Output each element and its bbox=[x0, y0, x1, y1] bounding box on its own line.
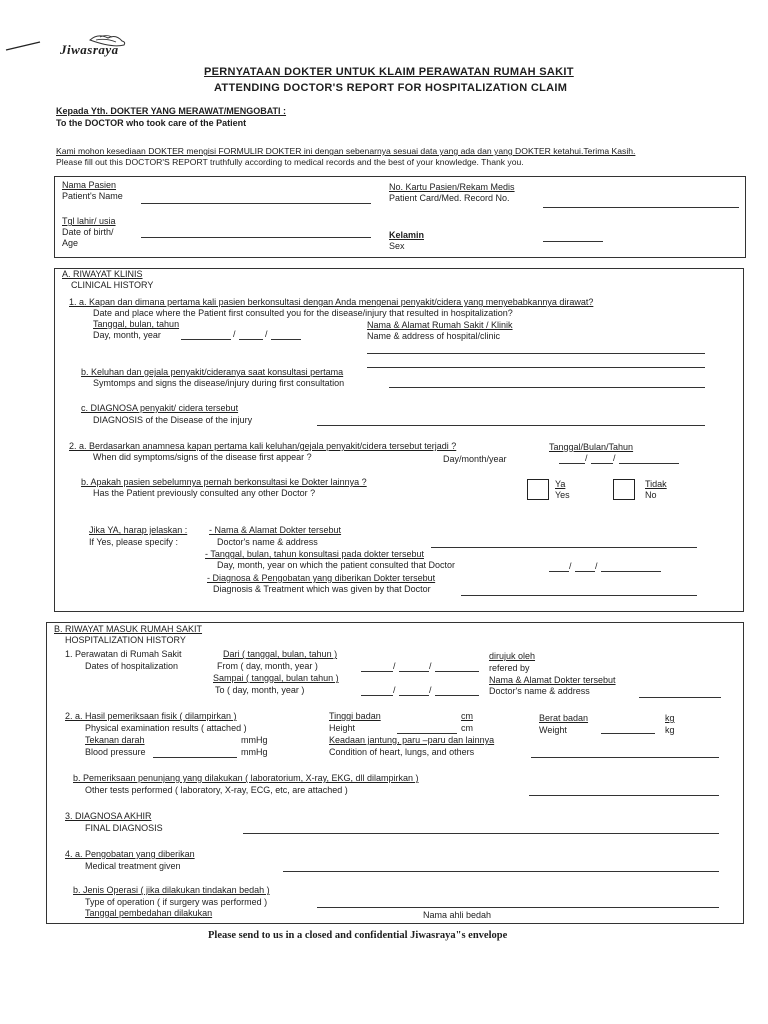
slash: / bbox=[595, 561, 598, 571]
b4a-field[interactable] bbox=[283, 871, 719, 872]
b2a-condition-label-en: Condition of heart, lungs, and others bbox=[329, 747, 475, 757]
spec-doctor-label-en: Doctor's name & address bbox=[217, 537, 318, 547]
slash: / bbox=[585, 453, 588, 463]
spec-date-month[interactable] bbox=[575, 571, 595, 572]
section-b-box bbox=[46, 622, 744, 924]
title-id: PERNYATAAN DOKTER UNTUK KLAIM PERAWATAN RUMAH SAKIT bbox=[204, 66, 574, 78]
section-a-box bbox=[54, 268, 744, 612]
b2a-question-en: Physical examination results ( attached ) bbox=[85, 723, 247, 733]
q2a-date-month[interactable] bbox=[591, 463, 613, 464]
yes-label: Ya bbox=[555, 479, 566, 489]
b2a-condition-field[interactable] bbox=[531, 757, 719, 758]
b1-question: 1. Perawatan di Rumah Sakit bbox=[65, 649, 182, 659]
b1-refname-label-en: Doctor's name & address bbox=[489, 686, 590, 696]
yes-label-en: Yes bbox=[555, 490, 570, 500]
patient-age-label-en: Age bbox=[62, 238, 79, 248]
intro-request-id: Kami mohon kesediaan DOKTER mengisi FORMULIR DOKTER ini dengan sebenarnya sesuai data yang ada dan yang DOKTER ketahui.Terima Kasih. bbox=[56, 146, 636, 156]
b1-to-year[interactable] bbox=[435, 695, 479, 696]
q1a-question: 1. a. Kapan dan dimana pertama kali pasien berkonsultasi dengan Anda mengenai penyakit/cidera yang menyebabkannya dirawat? bbox=[69, 297, 594, 307]
spec-doctor-label: - Nama & Alamat Dokter tersebut bbox=[209, 525, 342, 535]
patient-dob-label-en: Date of birth/ bbox=[62, 227, 114, 237]
patient-info-box bbox=[54, 176, 746, 258]
b1-to-day[interactable] bbox=[361, 695, 393, 696]
b2a-bp-label: Tekanan darah bbox=[85, 735, 145, 745]
intro-to-id: Kepada Yth. DOKTER YANG MERAWAT/MENGOBATI : bbox=[56, 106, 287, 116]
b1-refname-field[interactable] bbox=[639, 697, 721, 698]
patient-sex-label-en: Sex bbox=[389, 241, 405, 251]
patient-card-label: No. Kartu Pasien/Rekam Medis bbox=[389, 182, 515, 192]
no-label: Tidak bbox=[645, 479, 667, 489]
intro-request-en: Please fill out this DOCTOR'S REPORT truthfully according to medical records and the best of your knowledge. Thank you. bbox=[56, 157, 524, 167]
b1-from-month[interactable] bbox=[399, 671, 429, 672]
b2a-kg: kg bbox=[665, 713, 675, 723]
section-a-title: A. RIWAYAT KLINIS bbox=[62, 269, 143, 279]
q1a-date-field-month[interactable] bbox=[239, 339, 263, 340]
b3-question: 3. DIAGNOSA AKHIR bbox=[65, 811, 152, 821]
b2a-weight-field[interactable] bbox=[601, 733, 655, 734]
q1b-question: b. Keluhan dan gejala penyakit/cideranya saat konsultasi pertama bbox=[81, 367, 344, 377]
patient-sex-field[interactable] bbox=[543, 241, 603, 242]
patient-dob-field[interactable] bbox=[141, 237, 371, 238]
no-label-en: No bbox=[645, 490, 657, 500]
b2a-cm-en: cm bbox=[461, 723, 473, 733]
q1c-question-en: DIAGNOSIS of the Disease of the injury bbox=[93, 415, 253, 425]
slash: / bbox=[613, 453, 616, 463]
footer-note: Please send to us in a closed and confidential Jiwasraya"s envelope bbox=[208, 930, 508, 941]
q1a-date-field-year[interactable] bbox=[271, 339, 301, 340]
q2a-question: 2. a. Berdasarkan anamnesa kapan pertama kali keluhan/gejala penyakit/cidera tersebut terjadi ? bbox=[69, 441, 457, 451]
patient-name-label: Nama Pasien bbox=[62, 180, 117, 190]
q1b-question-en: Symtomps and signs the disease/injury during first consultation bbox=[93, 378, 345, 388]
b2a-condition-label: Keadaan jantung, paru –paru dan lainnya bbox=[329, 735, 495, 745]
slash: / bbox=[429, 661, 432, 671]
q1a-date-label-en: Day, month, year bbox=[93, 330, 161, 340]
logo-text: Jiwasraya bbox=[60, 42, 119, 57]
b2b-question: b. Pemeriksaan penunjang yang dilakukan ( laboratorium, X-ray, EKG, dll dilampirkan ) bbox=[73, 773, 419, 783]
b2a-weight-label: Berat badan bbox=[539, 713, 589, 723]
b1-from-day[interactable] bbox=[361, 671, 393, 672]
b2b-question-en: Other tests performed ( laboratory, X-ray, ECG, etc, are attached ) bbox=[85, 785, 348, 795]
q1a-hospital-label: Nama & Alamat Rumah Sakit / Klinik bbox=[367, 320, 513, 330]
if-yes-label: Jika YA, harap jelaskan : bbox=[89, 525, 188, 535]
patient-sex-label: Kelamin bbox=[389, 230, 425, 240]
yes-checkbox[interactable] bbox=[527, 479, 549, 500]
b4b-surgeon-label: Nama ahli bedah bbox=[423, 910, 492, 920]
b2a-kg-en: kg bbox=[665, 725, 675, 735]
spec-date-day[interactable] bbox=[549, 571, 569, 572]
b1-refname-label: Nama & Alamat Dokter tersebut bbox=[489, 675, 616, 685]
spec-date-label-en: Day, month, year on which the patient consulted that Doctor bbox=[217, 560, 455, 570]
b4b-question-en: Type of operation ( if surgery was performed ) bbox=[85, 897, 268, 907]
patient-dob-label: Tgl lahir/ usia bbox=[62, 216, 116, 226]
q1a-date-field-day[interactable] bbox=[181, 339, 231, 340]
b3-field[interactable] bbox=[243, 833, 719, 834]
b4b-date-label: Tanggal pembedahan dilakukan bbox=[85, 908, 213, 918]
b2a-height-field[interactable] bbox=[397, 733, 457, 734]
spec-doctor-field[interactable] bbox=[431, 547, 697, 548]
b2a-question: 2. a. Hasil pemeriksaan fisik ( dilampirkan ) bbox=[65, 711, 237, 721]
b2b-field[interactable] bbox=[529, 795, 719, 796]
b2a-height-label-en: Height bbox=[329, 723, 356, 733]
spec-treatment-label: - Diagnosa & Pengobatan yang diberikan Dokter tersebut bbox=[207, 573, 436, 583]
q2a-date-day[interactable] bbox=[559, 463, 585, 464]
b4a-question-en: Medical treatment given bbox=[85, 861, 181, 871]
spec-date-year[interactable] bbox=[601, 571, 661, 572]
spec-date-label: - Tanggal, bulan, tahun konsultasi pada dokter tersebut bbox=[205, 549, 424, 559]
b2a-weight-label-en: Weight bbox=[539, 725, 567, 735]
intro-to-en: To the DOCTOR who took care of the Patient bbox=[56, 118, 247, 128]
q2a-dmy-label: Tanggal/Bulan/Tahun bbox=[549, 442, 634, 452]
q2b-question-en: Has the Patient previously consulted any other Doctor ? bbox=[93, 488, 316, 498]
b2a-height-label: Tinggi badan bbox=[329, 711, 381, 721]
b2a-mmhg-en: mmHg bbox=[241, 747, 268, 757]
b1-from-label: Dari ( tanggal, bulan, tahun ) bbox=[223, 649, 338, 659]
patient-card-field[interactable] bbox=[543, 207, 739, 208]
patient-card-label-en: Patient Card/Med. Record No. bbox=[389, 193, 510, 203]
logo bbox=[4, 30, 164, 64]
slash: / bbox=[265, 329, 268, 339]
b1-referred-label-en: refered by bbox=[489, 663, 530, 673]
b1-to-month[interactable] bbox=[399, 695, 429, 696]
q1a-hospital-field-1[interactable] bbox=[367, 353, 705, 354]
b4a-question: 4. a. Pengobatan yang diberikan bbox=[65, 849, 195, 859]
spec-treatment-label-en: Diagnosis & Treatment which was given by that Doctor bbox=[213, 584, 431, 594]
q1c-question: c. DIAGNOSA penyakit/ cidera tersebut bbox=[81, 403, 239, 413]
spec-treatment-field[interactable] bbox=[461, 595, 697, 596]
b1-from-year[interactable] bbox=[435, 671, 479, 672]
slash: / bbox=[233, 329, 236, 339]
section-b-title: B. RIWAYAT MASUK RUMAH SAKIT bbox=[54, 624, 203, 634]
patient-name-label-en: Patient's Name bbox=[62, 191, 123, 201]
if-yes-label-en: If Yes, please specify : bbox=[89, 537, 179, 547]
title-en: ATTENDING DOCTOR'S REPORT FOR HOSPITALIZATION CLAIM bbox=[214, 82, 568, 94]
q2a-question-en: When did symptoms/signs of the disease first appear ? bbox=[93, 452, 312, 462]
no-checkbox[interactable] bbox=[613, 479, 635, 500]
slash: / bbox=[429, 685, 432, 695]
b2a-mmhg: mmHg bbox=[241, 735, 268, 745]
b3-question-en: FINAL DIAGNOSIS bbox=[85, 823, 163, 833]
b1-from-label-en: From ( day, month, year ) bbox=[217, 661, 318, 671]
q1b-field[interactable] bbox=[389, 387, 705, 388]
b2a-cm: cm bbox=[461, 711, 473, 721]
slash: / bbox=[569, 561, 572, 571]
b1-question-en: Dates of hospitalization bbox=[85, 661, 179, 671]
patient-name-field[interactable] bbox=[141, 203, 371, 204]
b1-referred-label: dirujuk oleh bbox=[489, 651, 536, 661]
b4b-question: b. Jenis Operasi ( jika dilakukan tindakan bedah ) bbox=[73, 885, 270, 895]
section-a-title-en: CLINICAL HISTORY bbox=[71, 280, 154, 290]
q2a-date-year[interactable] bbox=[619, 463, 679, 464]
b4b-field[interactable] bbox=[317, 907, 719, 908]
b2a-bp-field[interactable] bbox=[153, 757, 237, 758]
section-b-title-en: HOSPITALIZATION HISTORY bbox=[65, 635, 186, 645]
slash: / bbox=[393, 685, 396, 695]
q1a-date-label: Tanggal, bulan, tahun bbox=[93, 319, 180, 329]
b1-to-label: Sampai ( tanggal, bulan tahun ) bbox=[213, 673, 339, 683]
q1c-field[interactable] bbox=[317, 425, 705, 426]
b1-to-label-en: To ( day, month, year ) bbox=[215, 685, 305, 695]
q1a-hospital-label-en: Name & address of hospital/clinic bbox=[367, 331, 501, 341]
q1a-question-en: Date and place where the Patient first consulted you for the disease/injury that resulted in hospitalization? bbox=[93, 308, 513, 318]
slash: / bbox=[393, 661, 396, 671]
q2b-question: b. Apakah pasien sebelumnya pernah berkonsultasi ke Dokter lainnya ? bbox=[81, 477, 367, 487]
q1a-hospital-field-2[interactable] bbox=[367, 367, 705, 368]
b2a-bp-label-en: Blood pressure bbox=[85, 747, 146, 757]
q2a-dmy-label-en: Day/month/year bbox=[443, 454, 507, 464]
